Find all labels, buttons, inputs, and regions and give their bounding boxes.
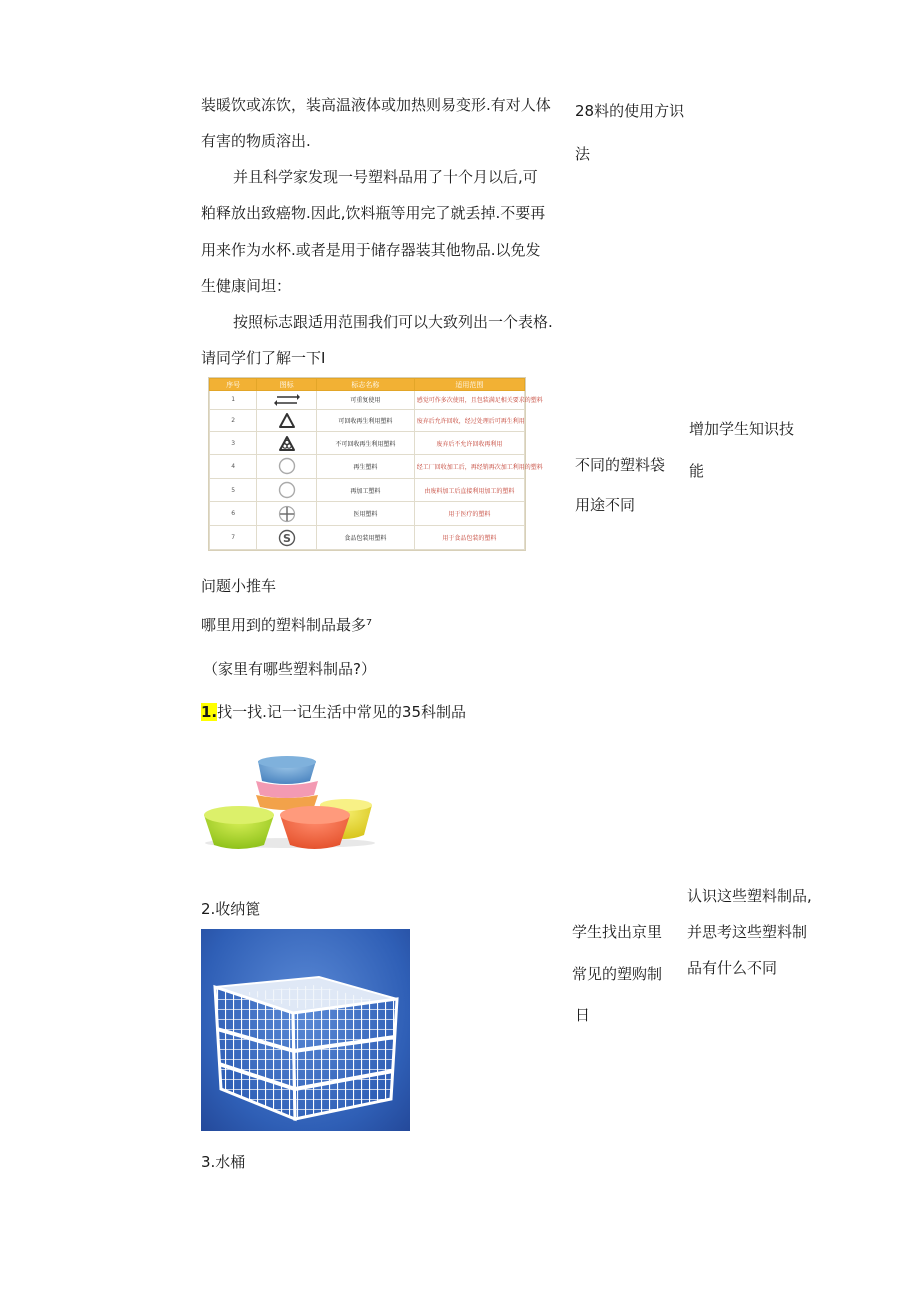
circle-icon [278, 457, 296, 475]
logo-name: 医用塑料 [317, 502, 415, 526]
item1 [201, 702, 466, 722]
table-row [210, 502, 525, 526]
plastic-bowls-photo [200, 753, 382, 848]
table-header: 序号 [210, 379, 257, 391]
circle-icon [278, 481, 296, 499]
para2-line4: 生健康间坦： [201, 277, 292, 295]
table-header: 标志名称 [317, 379, 415, 391]
medical-cross-icon [278, 505, 296, 523]
recycle-triangle-icon [278, 412, 296, 429]
mid-note3-line3: 日 [575, 1006, 591, 1024]
logo-range: 用于食品包装的塑料 [414, 526, 524, 550]
mid-note2-line1: 不同的塑料袋 [575, 456, 666, 474]
logo-name: 再生塑料 [317, 454, 415, 478]
logo-name: 食品包装用塑料 [317, 526, 415, 550]
table-row [210, 391, 525, 410]
logo-range: 废弃后允许回收，经过处理后可再生利用 [414, 409, 524, 432]
plastic-logo-table [208, 377, 543, 551]
para1-line1: 装暖饮或冻饮，装高温液体或加热则易变形.有对人体 [201, 96, 551, 114]
para3-line2: 请同学们了解一下I [201, 349, 326, 367]
logo-name: 可重复使用 [317, 391, 415, 410]
logo-range: 废弃后不允许回收再利用 [414, 432, 524, 455]
logo-name: 再加工塑料 [317, 478, 415, 502]
right-note1-line1: 增加学生知识技 [689, 420, 795, 438]
logo-range: 经工厂回收加工后，再经销再次加工利用的塑料 [414, 454, 524, 478]
para3-line1: 按照标志跟适用范围我们可以大致列出一个表格. [233, 313, 553, 331]
table-row [210, 432, 525, 455]
item3: 3.水桶 [201, 1153, 246, 1171]
table-row [210, 526, 525, 550]
row-number: 4 [210, 454, 257, 478]
svg-text:S: S [282, 531, 291, 545]
food-s-icon [278, 529, 296, 547]
row-number: 5 [210, 478, 257, 502]
mid-note3-line1: 学生找出京里 [572, 923, 663, 941]
row-number: 7 [210, 526, 257, 550]
table-header: 适用范围 [414, 379, 524, 391]
logo-range: 感觉可作多次使用，且包装满足相关要求的塑料 [414, 391, 524, 410]
mid-note1-line2: 法 [575, 145, 591, 163]
storage-basket-photo [201, 929, 410, 1131]
para2-line2: 粕释放出致癌物.因此,饮料瓶等用完了就丢掉.不要再 [201, 204, 546, 222]
item1-text: 找一找.记一记生活中常见的35科制品 [217, 703, 466, 721]
section-title: 问题小推车 [201, 577, 277, 595]
row-number: 1 [210, 391, 257, 410]
item1-number: 1. [201, 703, 218, 721]
reuse-arrows-icon [274, 393, 300, 407]
logo-range: 用于医疗的塑料 [414, 502, 524, 526]
table-row [210, 478, 525, 502]
table-row [210, 409, 525, 432]
question: 哪里用到的塑料制品最多⁷ [201, 616, 373, 634]
row-number: 3 [210, 432, 257, 455]
logo-name: 可回收再生利用塑料 [317, 409, 415, 432]
mid-note2-line2: 用途不同 [575, 496, 636, 514]
mid-note3-line2: 常见的塑购制 [572, 965, 663, 983]
logo-range: 由废料加工后直接利用加工的塑料 [414, 478, 524, 502]
table-header: 图标 [257, 379, 317, 391]
table-row [210, 454, 525, 478]
item2: 2.收纳篦 [201, 900, 261, 918]
logo-name: 不可回收再生利用塑料 [317, 432, 415, 455]
right-note2-line1: 认识这些塑料制品, [687, 887, 812, 905]
para1-line2: 有害的物质溶出. [201, 132, 311, 150]
right-note2-line2: 并思考这些塑料制 [687, 923, 808, 941]
question-hint: （家里有哪些塑料制品?） [203, 660, 376, 678]
row-number: 6 [210, 502, 257, 526]
right-note1-line2: 能 [689, 462, 705, 480]
right-note2-line3: 品有什么不同 [687, 959, 778, 977]
row-number: 2 [210, 409, 257, 432]
para2-line1: 并且科学家发现一号塑料品用了十个月以后,可 [233, 168, 538, 186]
table-header-row [210, 379, 525, 391]
non-recyclable-icon [278, 435, 296, 452]
mid-note1-line1: 28料的使用方识 [575, 102, 685, 120]
para2-line3: 用来作为水杯.或者是用于储存器装其他物品.以免发 [201, 241, 541, 259]
